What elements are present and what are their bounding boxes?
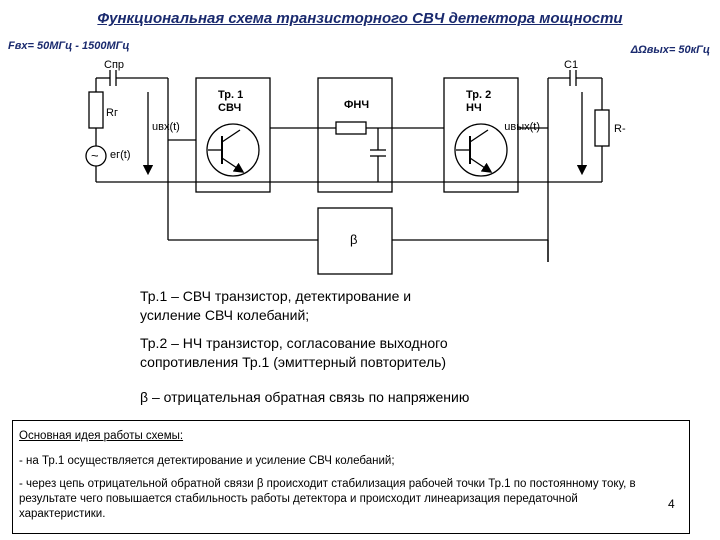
label-fnch: ФНЧ bbox=[344, 99, 370, 111]
page-number: 4 bbox=[668, 497, 675, 511]
description-tr2-line2: сопротивления Тр.1 (эмиттерный повторитель) bbox=[140, 354, 447, 370]
label-c-pr: Cпр bbox=[104, 59, 125, 71]
tr1-emitter bbox=[222, 158, 240, 170]
resistor-load bbox=[595, 110, 609, 146]
label-r-g: Rг bbox=[106, 107, 118, 119]
note-item-2: - через цепь отрицательной обратной связи β происходит стабилизация рабочей точки Тр.1 по постоянному току, в результате чего повышается стабильность работы детектора и происходит линеаризация передаточной характеристики. bbox=[19, 478, 636, 520]
tr2-collector bbox=[470, 130, 488, 142]
description-beta: β – отрицательная обратная связь по напряжению bbox=[140, 389, 470, 405]
note-title: Основная идея работы схемы: bbox=[19, 430, 184, 442]
description-tr1-line2: усиление СВЧ колебаний; bbox=[140, 307, 310, 323]
tr2-emitter bbox=[470, 158, 488, 170]
label-tr2-line1: Тр. 2 bbox=[466, 89, 492, 101]
block-fnch bbox=[318, 78, 392, 192]
note-item-1: - на Тр.1 осуществляется детектирование и усиление СВЧ колебаний; bbox=[19, 455, 395, 467]
label-tr1-line2: СВЧ bbox=[218, 102, 242, 114]
label-tr1-line1: Тр. 1 bbox=[218, 89, 244, 101]
label-beta: β bbox=[350, 232, 358, 247]
source-tilde-icon: ~ bbox=[91, 148, 99, 163]
resistor-rg bbox=[89, 92, 103, 128]
description-tr2-line1: Тр.2 – НЧ транзистор, согласование выходного bbox=[140, 335, 448, 351]
tr1-collector bbox=[222, 130, 240, 142]
description-tr1 bbox=[140, 287, 640, 325]
label-u-in: uвх(t) bbox=[152, 121, 180, 133]
main-idea-box bbox=[12, 420, 690, 534]
input-frequency-range: Fвх= 50МГц - 1500МГц bbox=[8, 40, 130, 52]
label-tr2-line2: НЧ bbox=[466, 102, 482, 114]
description-tr2 bbox=[140, 334, 640, 372]
label-c1: C1 bbox=[564, 59, 579, 71]
description-tr1-line1: Тр.1 – СВЧ транзистор, детектирование и bbox=[140, 288, 412, 304]
output-bandwidth: ΔΩвых= 50кГц bbox=[630, 44, 710, 56]
label-u-out: uвых(t) bbox=[504, 121, 540, 133]
label-e-g: eг(t) bbox=[110, 149, 131, 161]
fnch-resistor bbox=[336, 122, 366, 134]
page-title: Функциональная схема транзисторного СВЧ детектора мощности bbox=[97, 10, 623, 27]
label-r-load: R- bbox=[614, 123, 626, 135]
